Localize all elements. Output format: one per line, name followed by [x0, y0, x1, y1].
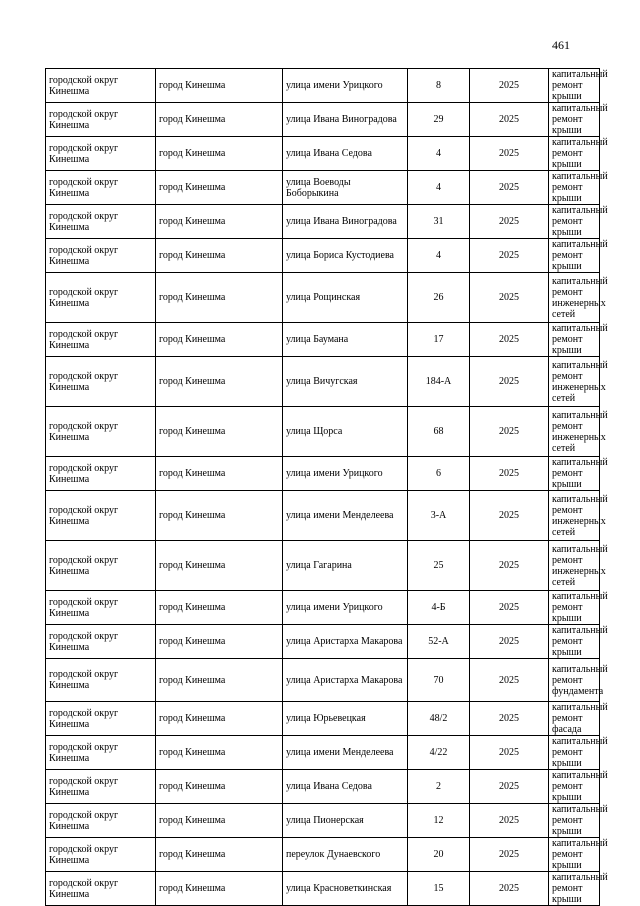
cell-city: город Кинешма: [156, 103, 283, 137]
cell-work-type: капитальный ремонт инженерных сетей: [549, 273, 600, 323]
cell-city: город Кинешма: [156, 491, 283, 541]
cell-work-type: капитальный ремонт инженерных сетей: [549, 491, 600, 541]
cell-city: город Кинешма: [156, 838, 283, 872]
cell-city: город Кинешма: [156, 273, 283, 323]
cell-district: городской округ Кинешма: [46, 702, 156, 736]
cell-street: улица Юрьевецкая: [283, 702, 408, 736]
cell-work-type: капитальный ремонт крыши: [549, 457, 600, 491]
cell-house-number: 184-А: [408, 357, 470, 407]
cell-year: 2025: [470, 625, 549, 659]
cell-house-number: 26: [408, 273, 470, 323]
cell-street: улица Гагарина: [283, 541, 408, 591]
cell-district: городской округ Кинешма: [46, 541, 156, 591]
cell-year: 2025: [470, 69, 549, 103]
cell-year: 2025: [470, 736, 549, 770]
cell-house-number: 4-Б: [408, 591, 470, 625]
cell-street: улица Ивана Виноградова: [283, 103, 408, 137]
cell-house-number: 25: [408, 541, 470, 591]
table-row: [46, 591, 600, 625]
cell-work-type: капитальный ремонт крыши: [549, 804, 600, 838]
cell-year: 2025: [470, 239, 549, 273]
cell-work-type: капитальный ремонт крыши: [549, 872, 600, 906]
cell-city: город Кинешма: [156, 625, 283, 659]
cell-district: городской округ Кинешма: [46, 457, 156, 491]
cell-house-number: 31: [408, 205, 470, 239]
table-row: [46, 407, 600, 457]
cell-year: 2025: [470, 273, 549, 323]
table-row: [46, 357, 600, 407]
cell-year: 2025: [470, 491, 549, 541]
cell-work-type: капитальный ремонт крыши: [549, 69, 600, 103]
cell-street: улица Вичугская: [283, 357, 408, 407]
cell-street: улица Щорса: [283, 407, 408, 457]
cell-district: городской округ Кинешма: [46, 770, 156, 804]
cell-district: городской округ Кинешма: [46, 171, 156, 205]
table-row: [46, 171, 600, 205]
cell-year: 2025: [470, 659, 549, 702]
cell-year: 2025: [470, 103, 549, 137]
cell-work-type: капитальный ремонт инженерных сетей: [549, 541, 600, 591]
table-row: [46, 205, 600, 239]
cell-year: 2025: [470, 205, 549, 239]
cell-street: улица Бориса Кустодиева: [283, 239, 408, 273]
cell-work-type: капитальный ремонт крыши: [549, 323, 600, 357]
table-row: [46, 804, 600, 838]
cell-district: городской округ Кинешма: [46, 273, 156, 323]
table-row: [46, 770, 600, 804]
cell-house-number: 8: [408, 69, 470, 103]
cell-work-type: капитальный ремонт крыши: [549, 103, 600, 137]
cell-street: улица Пионерская: [283, 804, 408, 838]
cell-city: город Кинешма: [156, 407, 283, 457]
cell-city: город Кинешма: [156, 770, 283, 804]
cell-city: город Кинешма: [156, 323, 283, 357]
cell-city: город Кинешма: [156, 205, 283, 239]
cell-city: город Кинешма: [156, 541, 283, 591]
cell-city: город Кинешма: [156, 872, 283, 906]
cell-house-number: 29: [408, 103, 470, 137]
repair-schedule-table: [45, 68, 608, 906]
cell-work-type: капитальный ремонт крыши: [549, 770, 600, 804]
cell-year: 2025: [470, 804, 549, 838]
table-row: [46, 659, 600, 702]
cell-year: 2025: [470, 770, 549, 804]
cell-work-type: капитальный ремонт крыши: [549, 591, 600, 625]
cell-city: город Кинешма: [156, 357, 283, 407]
cell-house-number: 2: [408, 770, 470, 804]
cell-street: улица имени Менделеева: [283, 491, 408, 541]
table-row: [46, 323, 600, 357]
cell-city: город Кинешма: [156, 702, 283, 736]
cell-year: 2025: [470, 137, 549, 171]
table-row: [46, 273, 600, 323]
cell-house-number: 52-А: [408, 625, 470, 659]
table-row: [46, 625, 600, 659]
cell-district: городской округ Кинешма: [46, 838, 156, 872]
table-row: [46, 541, 600, 591]
cell-street: переулок Дунаевского: [283, 838, 408, 872]
cell-city: город Кинешма: [156, 137, 283, 171]
cell-street: улица Баумана: [283, 323, 408, 357]
cell-house-number: 68: [408, 407, 470, 457]
cell-city: город Кинешма: [156, 239, 283, 273]
cell-street: улица имени Урицкого: [283, 591, 408, 625]
cell-house-number: 48/2: [408, 702, 470, 736]
cell-district: городской округ Кинешма: [46, 625, 156, 659]
cell-year: 2025: [470, 838, 549, 872]
cell-city: город Кинешма: [156, 736, 283, 770]
cell-year: 2025: [470, 171, 549, 205]
table-row: [46, 239, 600, 273]
cell-street: улица имени Менделеева: [283, 736, 408, 770]
cell-year: 2025: [470, 541, 549, 591]
cell-house-number: 4: [408, 137, 470, 171]
cell-district: городской округ Кинешма: [46, 69, 156, 103]
cell-year: 2025: [470, 457, 549, 491]
cell-district: городской округ Кинешма: [46, 357, 156, 407]
cell-street: улица Рощинская: [283, 273, 408, 323]
cell-work-type: капитальный ремонт фундамента: [549, 659, 600, 702]
cell-city: город Кинешма: [156, 69, 283, 103]
cell-house-number: 3-А: [408, 491, 470, 541]
cell-work-type: капитальный ремонт инженерных сетей: [549, 407, 600, 457]
page-number: 461: [552, 38, 570, 52]
cell-work-type: капитальный ремонт крыши: [549, 137, 600, 171]
table-row: [46, 137, 600, 171]
cell-work-type: капитальный ремонт крыши: [549, 736, 600, 770]
cell-district: городской округ Кинешма: [46, 736, 156, 770]
table-row: [46, 457, 600, 491]
cell-house-number: 20: [408, 838, 470, 872]
cell-street: улица Красноветкинская: [283, 872, 408, 906]
table-row: [46, 838, 600, 872]
cell-year: 2025: [470, 323, 549, 357]
cell-street: улица Ивана Седова: [283, 137, 408, 171]
cell-work-type: капитальный ремонт крыши: [549, 239, 600, 273]
cell-year: 2025: [470, 357, 549, 407]
cell-street: улица имени Урицкого: [283, 457, 408, 491]
cell-house-number: 4: [408, 239, 470, 273]
cell-district: городской округ Кинешма: [46, 407, 156, 457]
cell-house-number: 4: [408, 171, 470, 205]
cell-district: городской округ Кинешма: [46, 591, 156, 625]
cell-street: улица Ивана Седова: [283, 770, 408, 804]
cell-house-number: 6: [408, 457, 470, 491]
cell-house-number: 17: [408, 323, 470, 357]
cell-street: улица имени Урицкого: [283, 69, 408, 103]
cell-street: улица Ивана Виноградова: [283, 205, 408, 239]
cell-house-number: 12: [408, 804, 470, 838]
cell-district: городской округ Кинешма: [46, 491, 156, 541]
cell-district: городской округ Кинешма: [46, 239, 156, 273]
cell-city: город Кинешма: [156, 659, 283, 702]
cell-city: город Кинешма: [156, 591, 283, 625]
cell-house-number: 70: [408, 659, 470, 702]
table-row: [46, 103, 600, 137]
table-row: [46, 736, 600, 770]
cell-work-type: капитальный ремонт крыши: [549, 838, 600, 872]
cell-district: городской округ Кинешма: [46, 137, 156, 171]
cell-year: 2025: [470, 702, 549, 736]
cell-district: городской округ Кинешма: [46, 804, 156, 838]
cell-house-number: 4/22: [408, 736, 470, 770]
cell-work-type: капитальный ремонт инженерных сетей: [549, 357, 600, 407]
cell-city: город Кинешма: [156, 171, 283, 205]
table-row: [46, 872, 600, 906]
cell-work-type: капитальный ремонт фасада: [549, 702, 600, 736]
table-body: [46, 69, 608, 906]
cell-district: городской округ Кинешма: [46, 205, 156, 239]
cell-work-type: капитальный ремонт крыши: [549, 171, 600, 205]
cell-house-number: 15: [408, 872, 470, 906]
cell-year: 2025: [470, 407, 549, 457]
table-row: [46, 491, 600, 541]
cell-city: город Кинешма: [156, 457, 283, 491]
cell-district: городской округ Кинешма: [46, 872, 156, 906]
cell-street: улица Воеводы Боборыкина: [283, 171, 408, 205]
cell-district: городской округ Кинешма: [46, 103, 156, 137]
cell-city: город Кинешма: [156, 804, 283, 838]
cell-work-type: капитальный ремонт крыши: [549, 625, 600, 659]
cell-year: 2025: [470, 591, 549, 625]
table-row: [46, 702, 600, 736]
cell-district: городской округ Кинешма: [46, 659, 156, 702]
cell-street: улица Аристарха Макарова: [283, 625, 408, 659]
cell-district: городской округ Кинешма: [46, 323, 156, 357]
table-row: [46, 69, 600, 103]
cell-street: улица Аристарха Макарова: [283, 659, 408, 702]
cell-work-type: капитальный ремонт крыши: [549, 205, 600, 239]
cell-year: 2025: [470, 872, 549, 906]
